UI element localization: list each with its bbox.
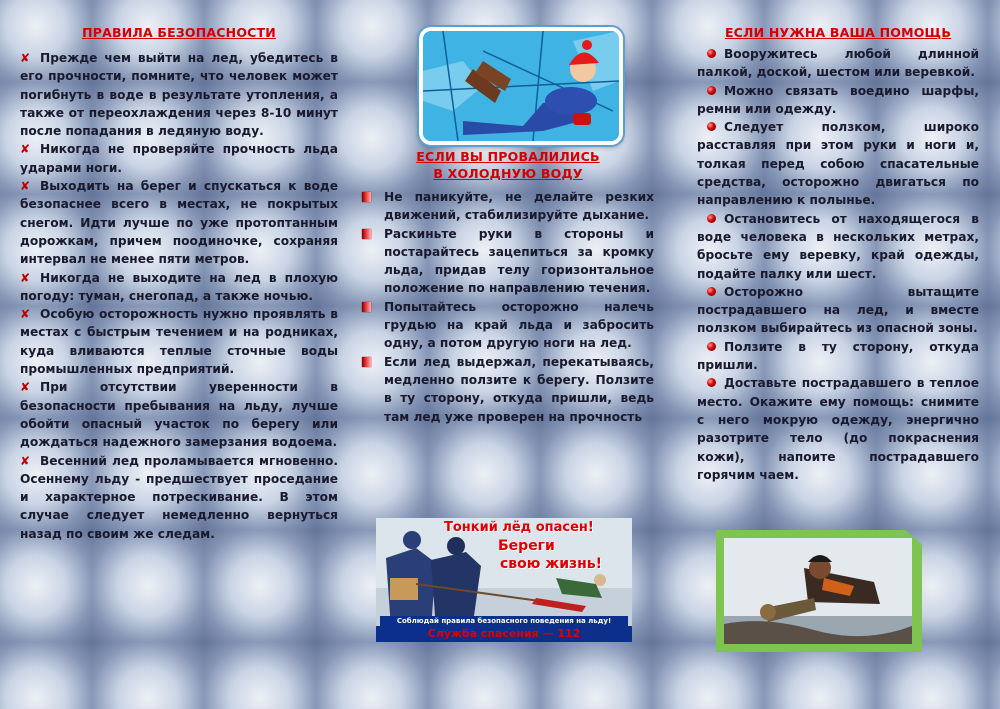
list-item-text: Раскиньте руки в стороны и постарайтесь зацепиться за кромку льда, придав телу горизонтальное положение по направлению течения. xyxy=(384,226,654,296)
list-item-text: Никогда не проверяйте прочность льда ударами ноги. xyxy=(20,142,338,175)
red-square-bullet-icon xyxy=(362,357,371,367)
list-item-text: Осторожно вытащите пострадавшего на лед, и вместе ползком выбирайтесь из опасной зоны. xyxy=(697,284,979,336)
rescue-photo-frame xyxy=(716,530,922,652)
red-square-bullet-icon xyxy=(362,229,371,239)
banner-save-text: Береги xyxy=(498,538,555,554)
fell-through-list xyxy=(362,188,654,426)
red-dot-bullet-icon xyxy=(707,49,716,58)
list-item-text: Остановитесь от находящегося в воде человека в нескольких метрах, бросьте ему веревку, край одежды, подайте палку или шест. xyxy=(697,211,979,281)
list-item-text: Весенний лед проламывается мгновенно. Осеннему льду - предшествует проседание и характерное потрескивание. В этом случае следует немедленно вернуться назад по своим же следам. xyxy=(20,453,338,541)
list-item-text: Если лед выдержал, перекатываясь, медленно ползите к берегу. Ползите в ту сторону, откуда пришли, ведь там лед уже проверен на прочность xyxy=(384,354,654,424)
list-item xyxy=(362,225,654,298)
list-item xyxy=(697,45,979,82)
red-dot-bullet-icon xyxy=(707,342,716,351)
safety-rules-column xyxy=(20,0,338,543)
list-item-text: Можно связать воедино шарфы, ремни или одежду. xyxy=(697,83,979,116)
list-item xyxy=(697,338,979,375)
list-item xyxy=(20,305,338,378)
rescue-picture xyxy=(724,538,912,644)
red-x-icon: ✘ xyxy=(20,142,31,157)
list-item xyxy=(697,82,979,119)
fell-through-ice-column xyxy=(362,0,654,426)
banner-your-life-text: свою жизнь! xyxy=(500,556,603,572)
thin-ice-banner xyxy=(376,518,632,642)
red-x-icon: ✘ xyxy=(20,270,31,285)
red-dot-bullet-icon xyxy=(707,214,716,223)
list-item xyxy=(20,49,338,140)
list-item-text: Ползите в ту сторону, откуда пришли. xyxy=(697,339,979,373)
safety-rules-list xyxy=(20,49,338,543)
banner-thin-ice-text: Тонкий лёд опасен! xyxy=(444,520,594,535)
red-dot-bullet-icon xyxy=(707,378,716,387)
banner-rules-text: Соблюдай правила безопасного поведения на льду! xyxy=(380,616,628,626)
list-item xyxy=(362,188,654,225)
fell-through-title-line1: ЕСЛИ ВЫ ПРОВАЛИЛИСЬ xyxy=(416,149,600,164)
list-item-text: При отсутствии уверенности в безопасности пребывания на льду, лучше обойти опасный участок по берегу или дождаться надежного замерзания водоема. xyxy=(20,380,338,450)
list-item xyxy=(20,452,338,543)
red-x-icon: ✘ xyxy=(20,179,31,194)
list-item xyxy=(20,140,338,177)
list-item-text: Попытайтесь осторожно налечь грудью на край льда и забросить одну, а потом другую ноги на лед. xyxy=(384,299,654,351)
red-x-icon: ✘ xyxy=(20,380,31,395)
help-needed-list xyxy=(697,45,979,484)
list-item-text: Выходить на берег и спускаться к воде безопаснее всего в местах, не покрытых снегом. Идти лучше по уже протоптанным дорожкам, причем поодиночке, сохраняя интервал не менее пяти метров. xyxy=(20,179,338,267)
list-item-text: Прежде чем выйти на лед, убедитесь в его прочности, помните, что человек может погибнуть в воде в результате утопления, а также от переохлаждения через 8-10 минут после попадания в ледяную воду. xyxy=(20,51,338,139)
red-square-bullet-icon xyxy=(362,192,371,202)
red-dot-bullet-icon xyxy=(707,287,716,296)
red-x-icon: ✘ xyxy=(20,307,31,322)
list-item-text: Следует ползком, широко расставляя при этом руки и ноги и, толкая перед собою спасательные средства, осторожно двигаться по направлению к полынье. xyxy=(697,120,979,208)
help-needed-column xyxy=(697,0,979,484)
list-item xyxy=(362,298,654,353)
list-item xyxy=(697,374,979,484)
list-item xyxy=(20,177,338,268)
rescue-photo xyxy=(724,538,912,644)
list-item-text: Доставьте пострадавшего в теплое место. Окажите ему помощь: снимите с него мокрую одежду, энергично разотрите тело (до покраснения кожи), напоите пострадавшего горячим чаем. xyxy=(697,376,979,482)
safety-rules-title: ПРАВИЛА БЕЗОПАСНОСТИ xyxy=(82,25,276,40)
list-item-text: Особую осторожность нужно проявлять в местах с быстрым течением и на родниках, куда вливаются теплые сточные воды промышленных предприятий. xyxy=(20,307,338,377)
fell-through-title-line2: В ХОЛОДНУЮ ВОДУ xyxy=(433,166,583,181)
list-item xyxy=(20,378,338,451)
list-item-text: Вооружитесь любой длинной палкой, доской, шестом или веревкой. xyxy=(697,47,979,80)
help-needed-title: ЕСЛИ НУЖНА ВАША ПОМОЩЬ xyxy=(724,25,952,40)
red-square-bullet-icon xyxy=(362,302,371,312)
list-item xyxy=(697,118,979,209)
red-dot-bullet-icon xyxy=(707,86,716,95)
list-item xyxy=(362,353,654,426)
list-item-text: Не паникуйте, не делайте резких движений, стабилизируйте дыхание. xyxy=(384,190,654,223)
red-dot-bullet-icon xyxy=(707,122,716,131)
list-item-text: Никогда не выходите на лед в плохую погоду: туман, снегопад, а также ночью. xyxy=(20,270,338,303)
list-item xyxy=(697,210,979,283)
red-x-icon: ✘ xyxy=(20,453,31,468)
list-item xyxy=(20,269,338,306)
banner-rescue-service-text: Служба спасения — 112 xyxy=(376,626,632,642)
list-item xyxy=(697,283,979,338)
red-x-icon: ✘ xyxy=(20,51,31,65)
